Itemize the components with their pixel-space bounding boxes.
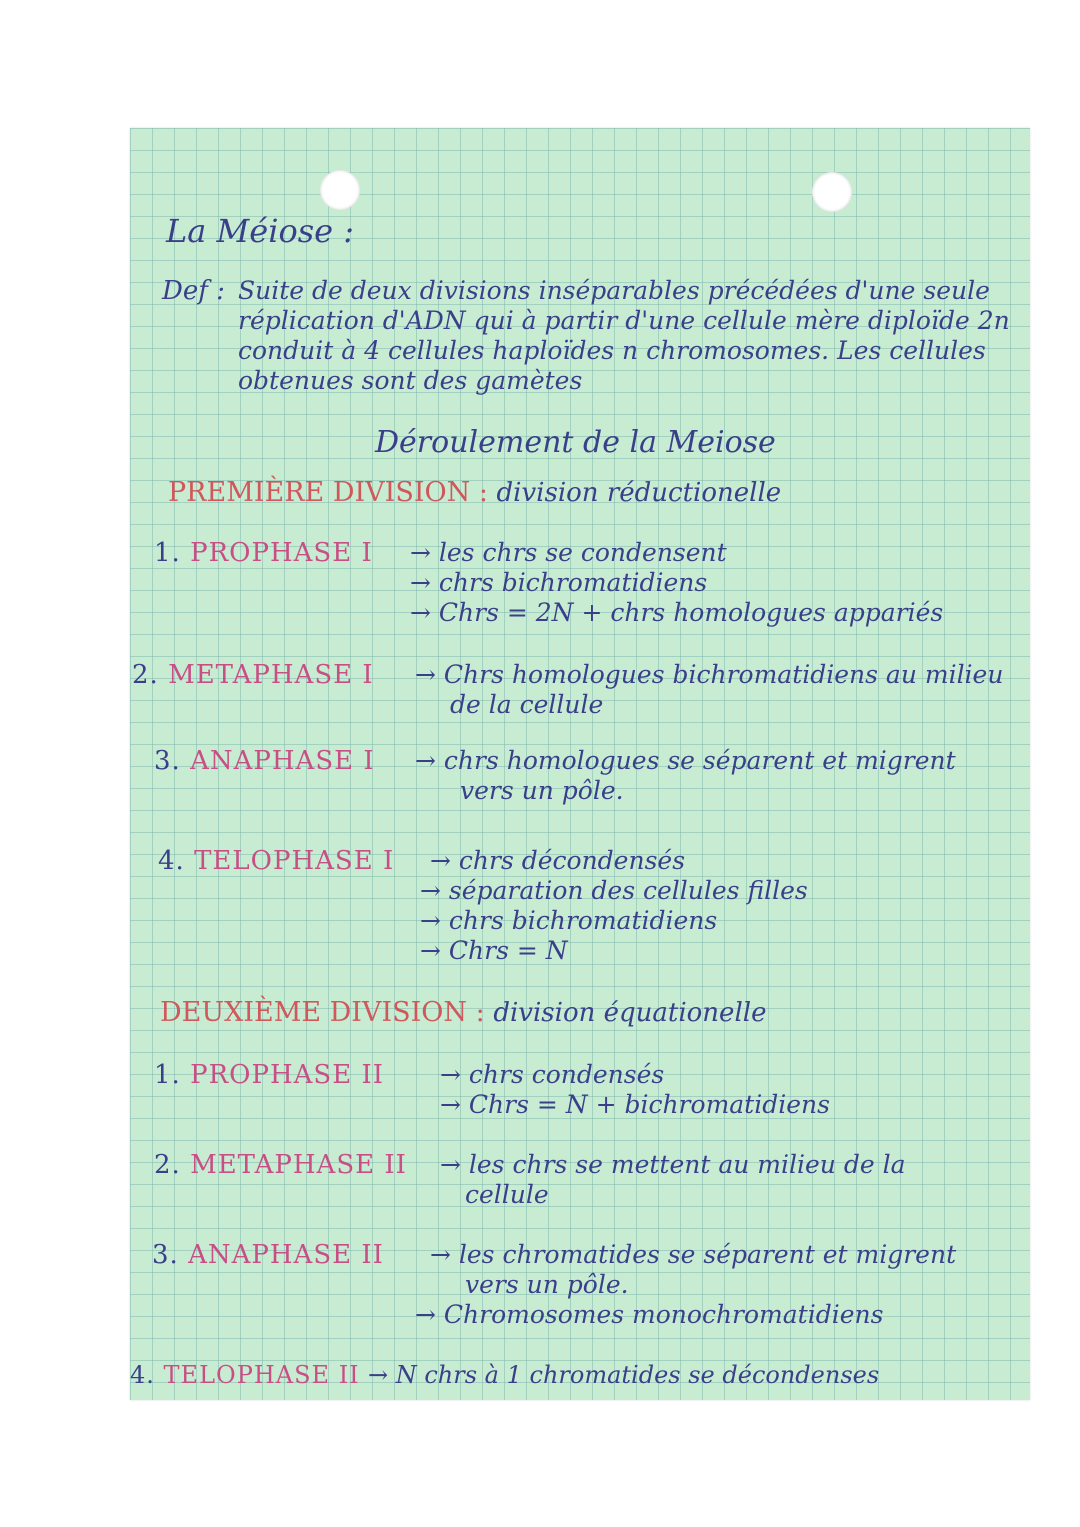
phase-step: → chrs bichromatidiens: [420, 906, 718, 935]
phase-heading: [154, 538, 373, 568]
definition-line: réplication d'ADN qui à partir d'une cellule mère diploïde 2n: [238, 306, 1010, 335]
phase-heading: [152, 1240, 384, 1270]
phase-number: 2.: [154, 1150, 181, 1180]
phase-step: → Chrs = N + bichromatidiens: [440, 1090, 830, 1119]
division-2-label: DEUXIÈME DIVISION :: [160, 997, 485, 1028]
phase-step: de la cellule: [450, 690, 604, 719]
notebook-page: [130, 128, 1030, 1400]
division-1-label: PREMIÈRE DIVISION :: [168, 477, 488, 508]
division-1-heading: [168, 478, 781, 508]
phase-name: TELOPHASE I: [194, 846, 395, 876]
phase-heading: [154, 746, 375, 776]
phase-step: → N chrs à 1 chromatides se décondenses: [368, 1361, 880, 1389]
phase-step: → Chrs homologues bichromatidiens au milieu: [415, 660, 1004, 689]
definition-line: conduit à 4 cellules haploïdes n chromosomes. Les cellules: [238, 336, 986, 365]
phase-name: ANAPHASE II: [188, 1240, 384, 1270]
phase-heading: [132, 660, 374, 690]
definition-label: Def :: [162, 276, 225, 306]
phase-name: TELOPHASE II: [163, 1361, 360, 1389]
phase-number: 3.: [152, 1240, 179, 1270]
phase-name: METAPHASE II: [190, 1150, 407, 1180]
phase-heading: [154, 1150, 407, 1180]
phase-step: → séparation des cellules filles: [420, 876, 808, 905]
phase-step: → Chromosomes monochromatidiens: [415, 1300, 884, 1329]
phase-number: 2.: [132, 660, 159, 690]
phase-name: PROPHASE II: [190, 1060, 385, 1090]
phase-step: → chrs homologues se séparent et migrent: [415, 746, 956, 775]
phase-heading: [158, 846, 394, 876]
phase-number: 1.: [154, 538, 181, 568]
phase-number: 1.: [154, 1060, 181, 1090]
phase-heading: [154, 1060, 384, 1090]
phase-step: cellule: [465, 1180, 549, 1209]
phase-step: → les chrs se condensent: [410, 538, 727, 567]
phase-step: → les chromatides se séparent et migrent: [430, 1240, 957, 1269]
punch-hole: [812, 172, 852, 212]
phase-heading: [130, 1360, 360, 1390]
phase-number: 4.: [158, 846, 185, 876]
phase-step: → chrs condensés: [440, 1060, 665, 1089]
division-2-subtitle: division équationelle: [493, 998, 767, 1028]
section-title: Déroulement de la Meiose: [375, 425, 776, 460]
phase-step: → les chrs se mettent au milieu de la: [440, 1150, 906, 1179]
phase-number: 4.: [130, 1361, 155, 1389]
phase-step: → chrs décondensés: [430, 846, 686, 875]
phase-step: → Chrs = 2N + chrs homologues appariés: [410, 598, 944, 627]
phase-name: METAPHASE I: [168, 660, 374, 690]
definition-line: obtenues sont des gamètes: [238, 366, 583, 395]
definition-line: Suite de deux divisions inséparables précédées d'une seule: [238, 276, 990, 305]
phase-name: ANAPHASE I: [190, 746, 375, 776]
phase-step: vers un pôle.: [460, 776, 624, 805]
punch-hole: [320, 170, 360, 210]
phase-number: 3.: [154, 746, 181, 776]
phase-step: → chrs bichromatidiens: [410, 568, 708, 597]
phase-step: vers un pôle.: [465, 1270, 629, 1299]
division-2-heading: [160, 998, 766, 1028]
page-title: La Méiose :: [166, 212, 355, 250]
division-1-subtitle: division réductionelle: [496, 478, 782, 508]
phase-name: PROPHASE I: [190, 538, 373, 568]
phase-step: → Chrs = N: [420, 936, 568, 965]
